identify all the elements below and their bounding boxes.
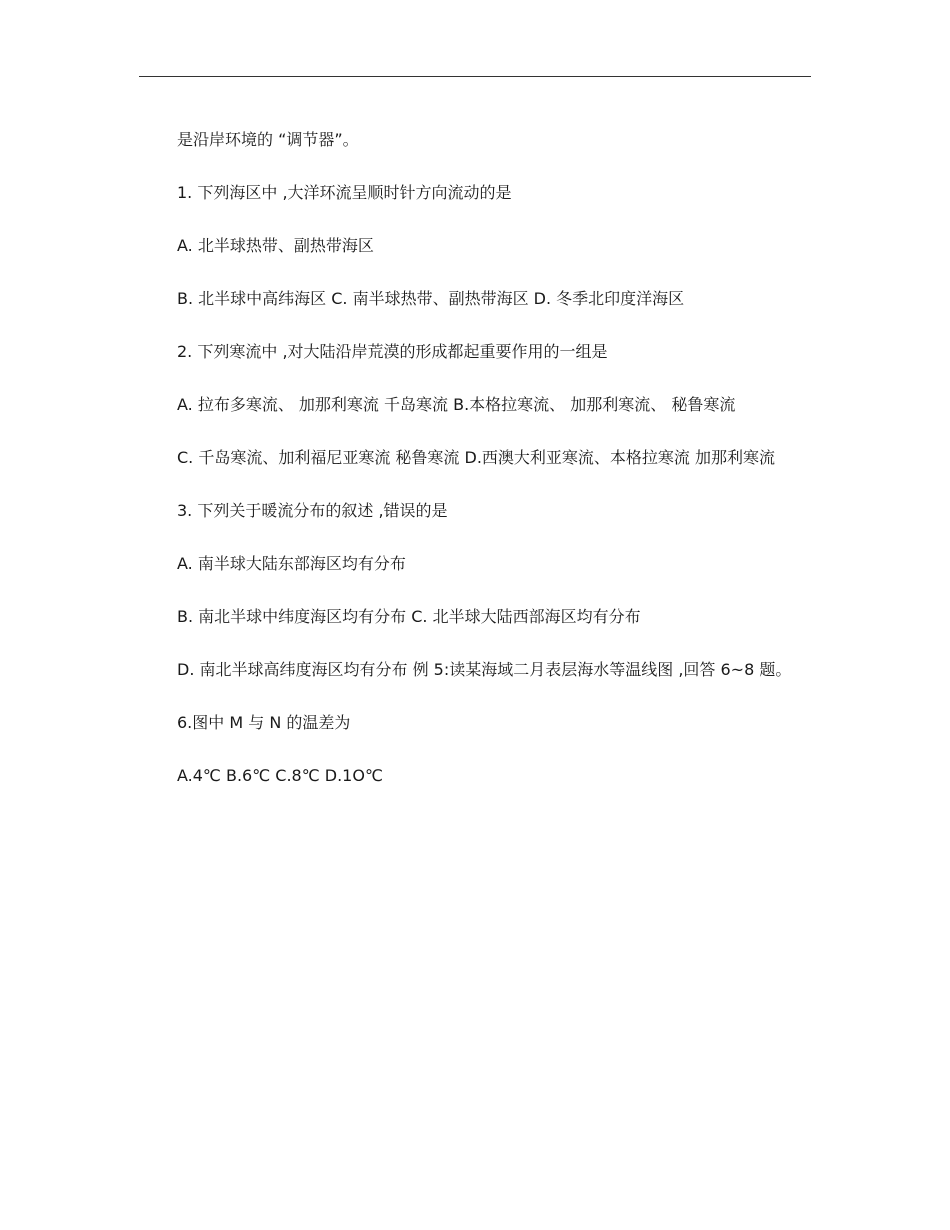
question-2: 2. 下列寒流中 ,对大陆沿岸荒漠的形成都起重要作用的一组是 — [177, 342, 608, 361]
question-6: 6.图中 M 与 N 的温差为 — [177, 713, 351, 732]
question-3-options-bc: B. 南北半球中纬度海区均有分布 C. 北半球大陆西部海区均有分布 — [177, 607, 641, 626]
question-3-option-a: A. 南半球大陆东部海区均有分布 — [177, 554, 406, 573]
header-rule — [139, 76, 811, 77]
question-6-options: A.4℃ B.6℃ C.8℃ D.1O℃ — [177, 766, 383, 785]
question-2-options-ab: A. 拉布多寒流、 加那利寒流 千岛寒流 B.本格拉寒流、 加那利寒流、 秘鲁寒流 — [177, 395, 736, 414]
question-3-option-d-example: D. 南北半球高纬度海区均有分布 例 5:读某海域二月表层海水等温线图 ,回答 6~8 题。 — [177, 660, 792, 679]
question-1-option-a: A. 北半球热带、副热带海区 — [177, 236, 374, 255]
text-line-1: 是沿岸环境的 “调节器”。 — [177, 130, 359, 149]
question-2-options-cd: C. 千岛寒流、加利福尼亚寒流 秘鲁寒流 D.西澳大利亚寒流、本格拉寒流 加那利寒流 — [177, 448, 776, 467]
question-3: 3. 下列关于暖流分布的叙述 ,错误的是 — [177, 501, 448, 520]
document-body — [139, 122, 811, 811]
question-1: 1. 下列海区中 ,大洋环流呈顺时针方向流动的是 — [177, 183, 512, 202]
question-1-options-bcd: B. 北半球中高纬海区 C. 南半球热带、副热带海区 D. 冬季北印度洋海区 — [177, 289, 685, 308]
